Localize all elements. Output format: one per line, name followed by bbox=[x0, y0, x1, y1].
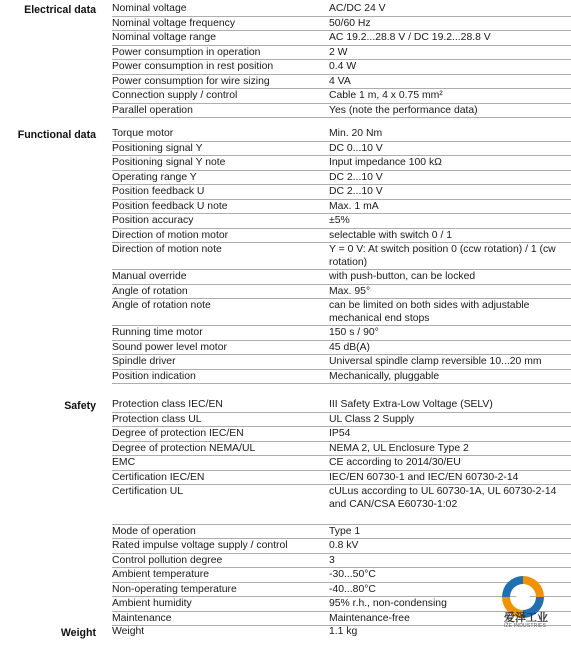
row-key: Ambient humidity bbox=[112, 598, 192, 609]
section-title: Electrical data bbox=[24, 4, 96, 16]
table-row bbox=[112, 299, 571, 326]
row-value: can be limited on both sides with adjustable mechanical end stops bbox=[329, 300, 530, 324]
table-row bbox=[112, 127, 571, 142]
table-row bbox=[112, 229, 571, 244]
row-key: Weight bbox=[112, 626, 145, 637]
row-key: Power consumption for wire sizing bbox=[112, 75, 270, 87]
row-value: cULus according to UL 60730-1A, UL 60730-2-14 and CAN/CSA E60730-1:02 bbox=[329, 486, 557, 510]
logo-chinese-name: 爱泽工业 bbox=[504, 611, 548, 624]
table-row bbox=[112, 285, 571, 300]
row-key: Power consumption in operation bbox=[112, 46, 261, 58]
row-value: selectable with switch 0 / 1 bbox=[329, 229, 453, 241]
row-value: 95% r.h., non-condensing bbox=[329, 598, 447, 609]
row-key: Certification IEC/EN bbox=[112, 471, 205, 483]
table-row bbox=[112, 60, 571, 75]
row-key: Positioning signal Y bbox=[112, 142, 203, 154]
row-key: Non-operating temperature bbox=[112, 583, 237, 595]
row-key: Maintenance bbox=[112, 612, 172, 624]
row-value: ±5% bbox=[329, 215, 350, 226]
table-row bbox=[112, 485, 571, 525]
row-key: Protection class IEC/EN bbox=[112, 399, 223, 410]
row-value: UL Class 2 Supply bbox=[329, 413, 415, 425]
row-key: Torque motor bbox=[112, 128, 174, 139]
row-value: NEMA 2, UL Enclosure Type 2 bbox=[329, 442, 469, 454]
row-value: Max. 95° bbox=[329, 285, 371, 297]
table-row bbox=[112, 2, 571, 17]
table-row bbox=[112, 355, 571, 370]
row-value: 1.1 kg bbox=[329, 626, 358, 637]
table-row bbox=[112, 341, 571, 356]
row-value: IP54 bbox=[329, 428, 351, 439]
row-value: 0.4 W bbox=[329, 61, 357, 72]
table-row bbox=[112, 471, 571, 486]
row-key: Manual override bbox=[112, 271, 187, 282]
row-value: CE according to 2014/30/EU bbox=[329, 457, 461, 468]
row-key: Connection supply / control bbox=[112, 90, 238, 101]
row-value: III Safety Extra-Low Voltage (SELV) bbox=[329, 399, 493, 410]
row-key: Certification UL bbox=[112, 486, 184, 497]
table-row bbox=[112, 156, 571, 171]
row-key: Nominal voltage bbox=[112, 3, 187, 14]
table-row bbox=[112, 539, 571, 554]
row-key: Position feedback U note bbox=[112, 200, 228, 212]
row-key: Rated impulse voltage supply / control bbox=[112, 540, 288, 551]
row-value: 45 dB(A) bbox=[329, 341, 371, 353]
row-value: Universal spindle clamp reversible 10...20 mm bbox=[329, 356, 542, 367]
row-value: AC/DC 24 V bbox=[329, 3, 386, 14]
spec-table bbox=[112, 127, 571, 384]
row-key: Ambient temperature bbox=[112, 569, 210, 580]
row-key: Mode of operation bbox=[112, 525, 196, 537]
table-row bbox=[112, 427, 571, 442]
row-value: 150 s / 90° bbox=[329, 327, 379, 338]
row-value: 2 W bbox=[329, 46, 348, 58]
row-key: Degree of protection IEC/EN bbox=[112, 428, 244, 439]
row-key: Angle of rotation bbox=[112, 285, 188, 297]
table-row bbox=[112, 398, 571, 413]
row-key: Running time motor bbox=[112, 327, 203, 338]
table-row bbox=[112, 171, 571, 186]
row-key: Degree of protection NEMA/UL bbox=[112, 442, 256, 454]
row-key: Operating range Y bbox=[112, 171, 197, 183]
table-row bbox=[112, 326, 571, 341]
section-title: Weight bbox=[60, 627, 96, 639]
row-value: Y = 0 V: At switch position 0 (ccw rotation) / 1 (cw rotation) bbox=[329, 244, 556, 268]
row-value: 4 VA bbox=[329, 75, 351, 87]
row-value: with push-button, can be locked bbox=[329, 271, 476, 282]
table-row bbox=[112, 89, 571, 104]
row-value: Mechanically, pluggable bbox=[329, 370, 440, 382]
table-row bbox=[112, 142, 571, 157]
row-key: Position accuracy bbox=[112, 215, 194, 226]
row-value: DC 0...10 V bbox=[329, 142, 383, 154]
table-row bbox=[112, 370, 571, 385]
row-value: 50/60 Hz bbox=[329, 17, 371, 29]
table-row bbox=[112, 456, 571, 471]
table-row bbox=[112, 17, 571, 32]
row-value: Input impedance 100 kΩ bbox=[329, 157, 442, 168]
row-key: Angle of rotation note bbox=[112, 300, 211, 311]
row-value: 0.8 kV bbox=[329, 540, 359, 551]
row-value: -40...80°C bbox=[329, 583, 376, 595]
row-value: Max. 1 mA bbox=[329, 200, 379, 212]
row-key: Parallel operation bbox=[112, 104, 193, 116]
row-key: Protection class UL bbox=[112, 413, 202, 425]
row-key: Nominal voltage range bbox=[112, 32, 216, 43]
row-key: Nominal voltage frequency bbox=[112, 17, 236, 29]
row-value: Yes (note the performance data) bbox=[329, 104, 478, 116]
row-value: Type 1 bbox=[329, 525, 361, 537]
section-title: Functional data bbox=[17, 129, 96, 141]
row-key: Direction of motion motor bbox=[112, 229, 229, 241]
row-key: Positioning signal Y note bbox=[112, 157, 226, 168]
row-value: AC 19.2...28.8 V / DC 19.2...28.8 V bbox=[329, 32, 491, 43]
row-value: Maintenance-free bbox=[329, 612, 410, 624]
table-row bbox=[112, 185, 571, 200]
row-value: -30...50°C bbox=[329, 569, 376, 580]
table-row bbox=[112, 104, 571, 119]
row-key: Position feedback U bbox=[112, 186, 205, 197]
row-key: Sound power level motor bbox=[112, 341, 227, 353]
table-row bbox=[112, 525, 571, 540]
logo-english-name: IZE INDUSTRIES bbox=[503, 623, 547, 629]
table-row bbox=[112, 214, 571, 229]
row-value: Min. 20 Nm bbox=[329, 128, 383, 139]
table-row bbox=[112, 75, 571, 90]
table-row bbox=[112, 442, 571, 457]
row-value: DC 2...10 V bbox=[329, 171, 383, 183]
section-title: Safety bbox=[64, 400, 96, 412]
row-value: 3 bbox=[329, 554, 335, 566]
row-key: Power consumption in rest position bbox=[112, 61, 274, 72]
row-key: Spindle driver bbox=[112, 356, 176, 367]
row-value: IEC/EN 60730-1 and IEC/EN 60730-2-14 bbox=[329, 471, 519, 483]
table-row bbox=[112, 200, 571, 215]
row-key: Direction of motion note bbox=[112, 244, 222, 255]
table-row bbox=[112, 46, 571, 61]
table-row bbox=[112, 413, 571, 428]
logo-center-bar bbox=[516, 590, 530, 604]
row-key: EMC bbox=[112, 457, 136, 468]
row-value: Cable 1 m, 4 x 0.75 mm² bbox=[329, 90, 443, 101]
table-row bbox=[112, 31, 571, 46]
table-row bbox=[112, 270, 571, 285]
row-key: Position indication bbox=[112, 370, 196, 382]
row-value: DC 2...10 V bbox=[329, 186, 383, 197]
spec-table bbox=[112, 2, 571, 118]
table-row bbox=[112, 243, 571, 270]
row-key: Control pollution degree bbox=[112, 554, 223, 566]
